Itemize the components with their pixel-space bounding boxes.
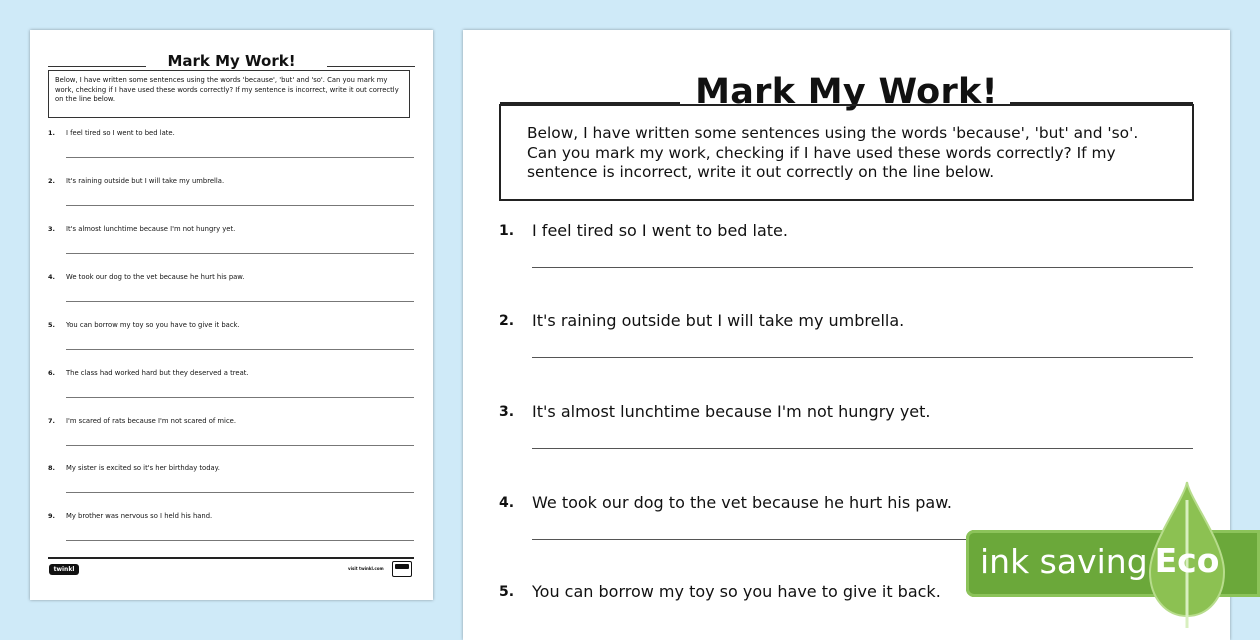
answer-line[interactable] (66, 349, 414, 350)
question-number: 3. (499, 404, 515, 420)
question-text: I feel tired so I went to bed late. (66, 129, 175, 137)
question-number: 1. (48, 129, 55, 137)
answer-line[interactable] (66, 157, 414, 158)
question-text: You can borrow my toy so you have to give it back. (66, 321, 240, 329)
question-text: It's raining outside but I will take my umbrella. (532, 311, 905, 330)
question-number: 9. (48, 512, 55, 520)
footer-rule (48, 557, 414, 559)
instructions-box (499, 104, 1194, 201)
question-number: 2. (48, 177, 55, 185)
answer-line[interactable] (66, 445, 414, 446)
question-text: You can borrow my toy so you have to give it back. (532, 582, 941, 601)
instructions-text: Below, I have written some sentences using the words 'because', 'but' and 'so'. Can you mark my work, checking if I have used these words correctly? If my sentence is incorrect, write it out correctly on the line below. (527, 124, 1139, 181)
question-text: I feel tired so I went to bed late. (532, 221, 788, 240)
question-text: It's almost lunchtime because I'm not hungry yet. (66, 225, 236, 233)
question-number: 4. (48, 273, 55, 281)
ink-saving-eco-badge (966, 480, 1260, 630)
question-text: We took our dog to the vet because he hurt his paw. (66, 273, 245, 281)
question-number: 4. (499, 495, 515, 511)
question-number: 5. (48, 321, 55, 329)
answer-line[interactable] (66, 253, 414, 254)
thumbnail-instructions-box (48, 70, 410, 118)
question-number: 6. (48, 369, 55, 377)
twinkl-logo: twinkl (49, 564, 79, 575)
footer-visit-text: visit twinkl.com (348, 566, 384, 571)
question-number: 8. (48, 464, 55, 472)
worksheet-title: Mark My Work! (695, 72, 998, 112)
answer-line[interactable] (532, 448, 1193, 449)
answer-line[interactable] (532, 357, 1193, 358)
question-text: The class had worked hard but they deserved a treat. (66, 369, 249, 377)
ink-saving-label: ink saving (980, 542, 1148, 581)
worksheet-thumbnail[interactable] (30, 30, 433, 600)
question-number: 3. (48, 225, 55, 233)
question-number: 5. (499, 584, 515, 600)
thumbnail-title-row (48, 52, 415, 72)
answer-line[interactable] (66, 301, 414, 302)
question-number: 7. (48, 417, 55, 425)
answer-line[interactable] (66, 540, 414, 541)
thumbnail-instructions: Below, I have written some sentences using the words 'because', 'but' and 'so'. Can you mark my work, checking if I have used these words correctly? If my sentence is incorrect, write it out correctly on the line below. (55, 76, 399, 103)
answer-line[interactable] (66, 205, 414, 206)
answer-line[interactable] (532, 267, 1193, 268)
question-text: We took our dog to the vet because he hurt his paw. (532, 493, 952, 512)
question-number: 1. (499, 223, 515, 239)
eco-label: Eco (1154, 541, 1220, 580)
question-text: It's almost lunchtime because I'm not hungry yet. (532, 402, 931, 421)
answer-line[interactable] (66, 397, 414, 398)
question-text: I'm scared of rats because I'm not scared of mice. (66, 417, 237, 425)
footer-badge-icon (392, 561, 412, 577)
question-text: It's raining outside but I will take my umbrella. (66, 177, 225, 185)
question-text: My sister is excited so it's her birthday today. (66, 464, 220, 472)
question-number: 2. (499, 313, 515, 329)
answer-line[interactable] (66, 492, 414, 493)
question-text: My brother was nervous so I held his hand. (66, 512, 213, 520)
thumbnail-title: Mark My Work! (167, 52, 296, 70)
